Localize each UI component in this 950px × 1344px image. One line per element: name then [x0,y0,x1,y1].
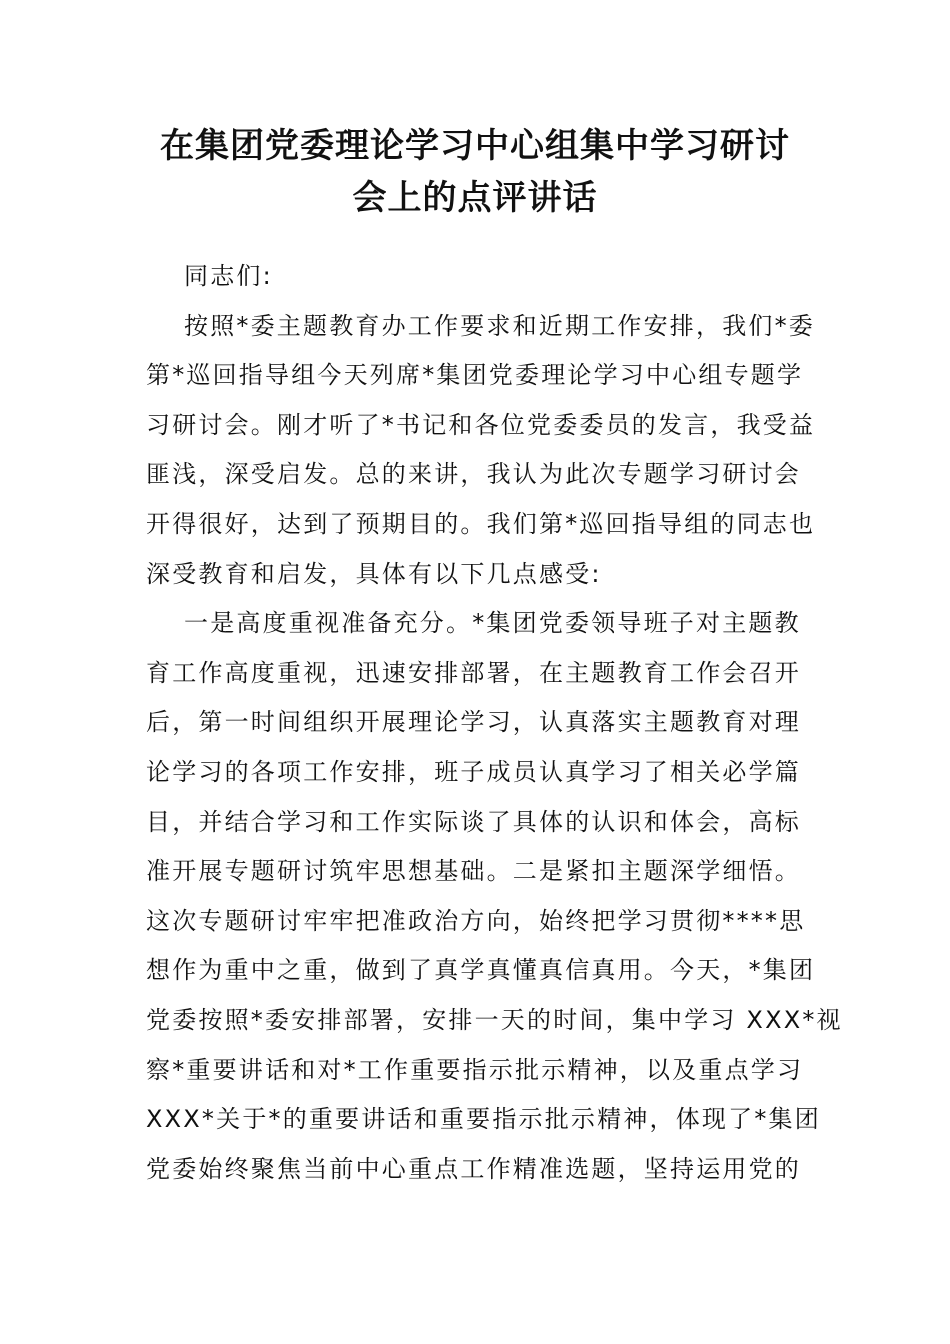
paragraph-line: 习研讨会。刚才听了*书记和各位党委委员的发言，我受益 [146,410,816,439]
paragraph-line: 一是高度重视准备充分。*集团党委领导班子对主题教 [184,609,801,638]
paragraph-line: 深受教育和启发，具体有以下几点感受: [146,559,602,588]
paragraph-line: 党委始终聚焦当前中心重点工作精准选题，坚持运用党的 [146,1154,801,1183]
title-line: 在集团党委理论学习中心组集中学习研讨 [160,126,790,166]
paragraph-1 [146,302,816,600]
paragraph-line: 第*巡回指导组今天列席*集团党委理论学习中心组专题学 [146,361,804,390]
paragraph-line: 党委按照*委安排部署，安排一天的时间，集中学习 XXX*视 [146,1005,843,1034]
paragraph-line: 按照*委主题教育办工作要求和近期工作安排，我们*委 [184,311,815,340]
paragraph-line: 匪浅，深受启发。总的来讲，我认为此次专题学习研讨会 [146,460,801,489]
salutation: 同志们: [184,262,273,290]
paragraph-line: 论学习的各项工作安排，班子成员认真学习了相关必学篇 [146,757,801,786]
document-title [150,120,800,224]
paragraph-line: 想作为重中之重，做到了真学真懂真信真用。今天，*集团 [146,956,816,985]
paragraph-line: 开得很好，达到了预期目的。我们第*巡回指导组的同志也 [146,509,816,538]
paragraph-line: 准开展专题研讨筑牢思想基础。二是紧扣主题深学细悟。 [146,857,801,886]
paragraph-line: 这次专题研讨牢牢把准政治方向，始终把学习贯彻****思 [146,906,806,935]
paragraph-line: 后，第一时间组织开展理论学习，认真落实主题教育对理 [146,708,801,737]
paragraph-line: 察*重要讲话和对*工作重要指示批示精神，以及重点学习 [146,1055,804,1084]
paragraph-line: 育工作高度重视，迅速安排部署，在主题教育工作会召开 [146,658,801,687]
title-line: 会上的点评讲话 [352,178,598,218]
paragraph-2 [146,599,843,1194]
paragraph-line: XXX*关于*的重要讲话和重要指示批示精神，体现了*集团 [146,1105,821,1134]
paragraph-line: 目，并结合学习和工作实际谈了具体的认识和体会，高标 [146,807,801,836]
document-body [146,252,843,1194]
